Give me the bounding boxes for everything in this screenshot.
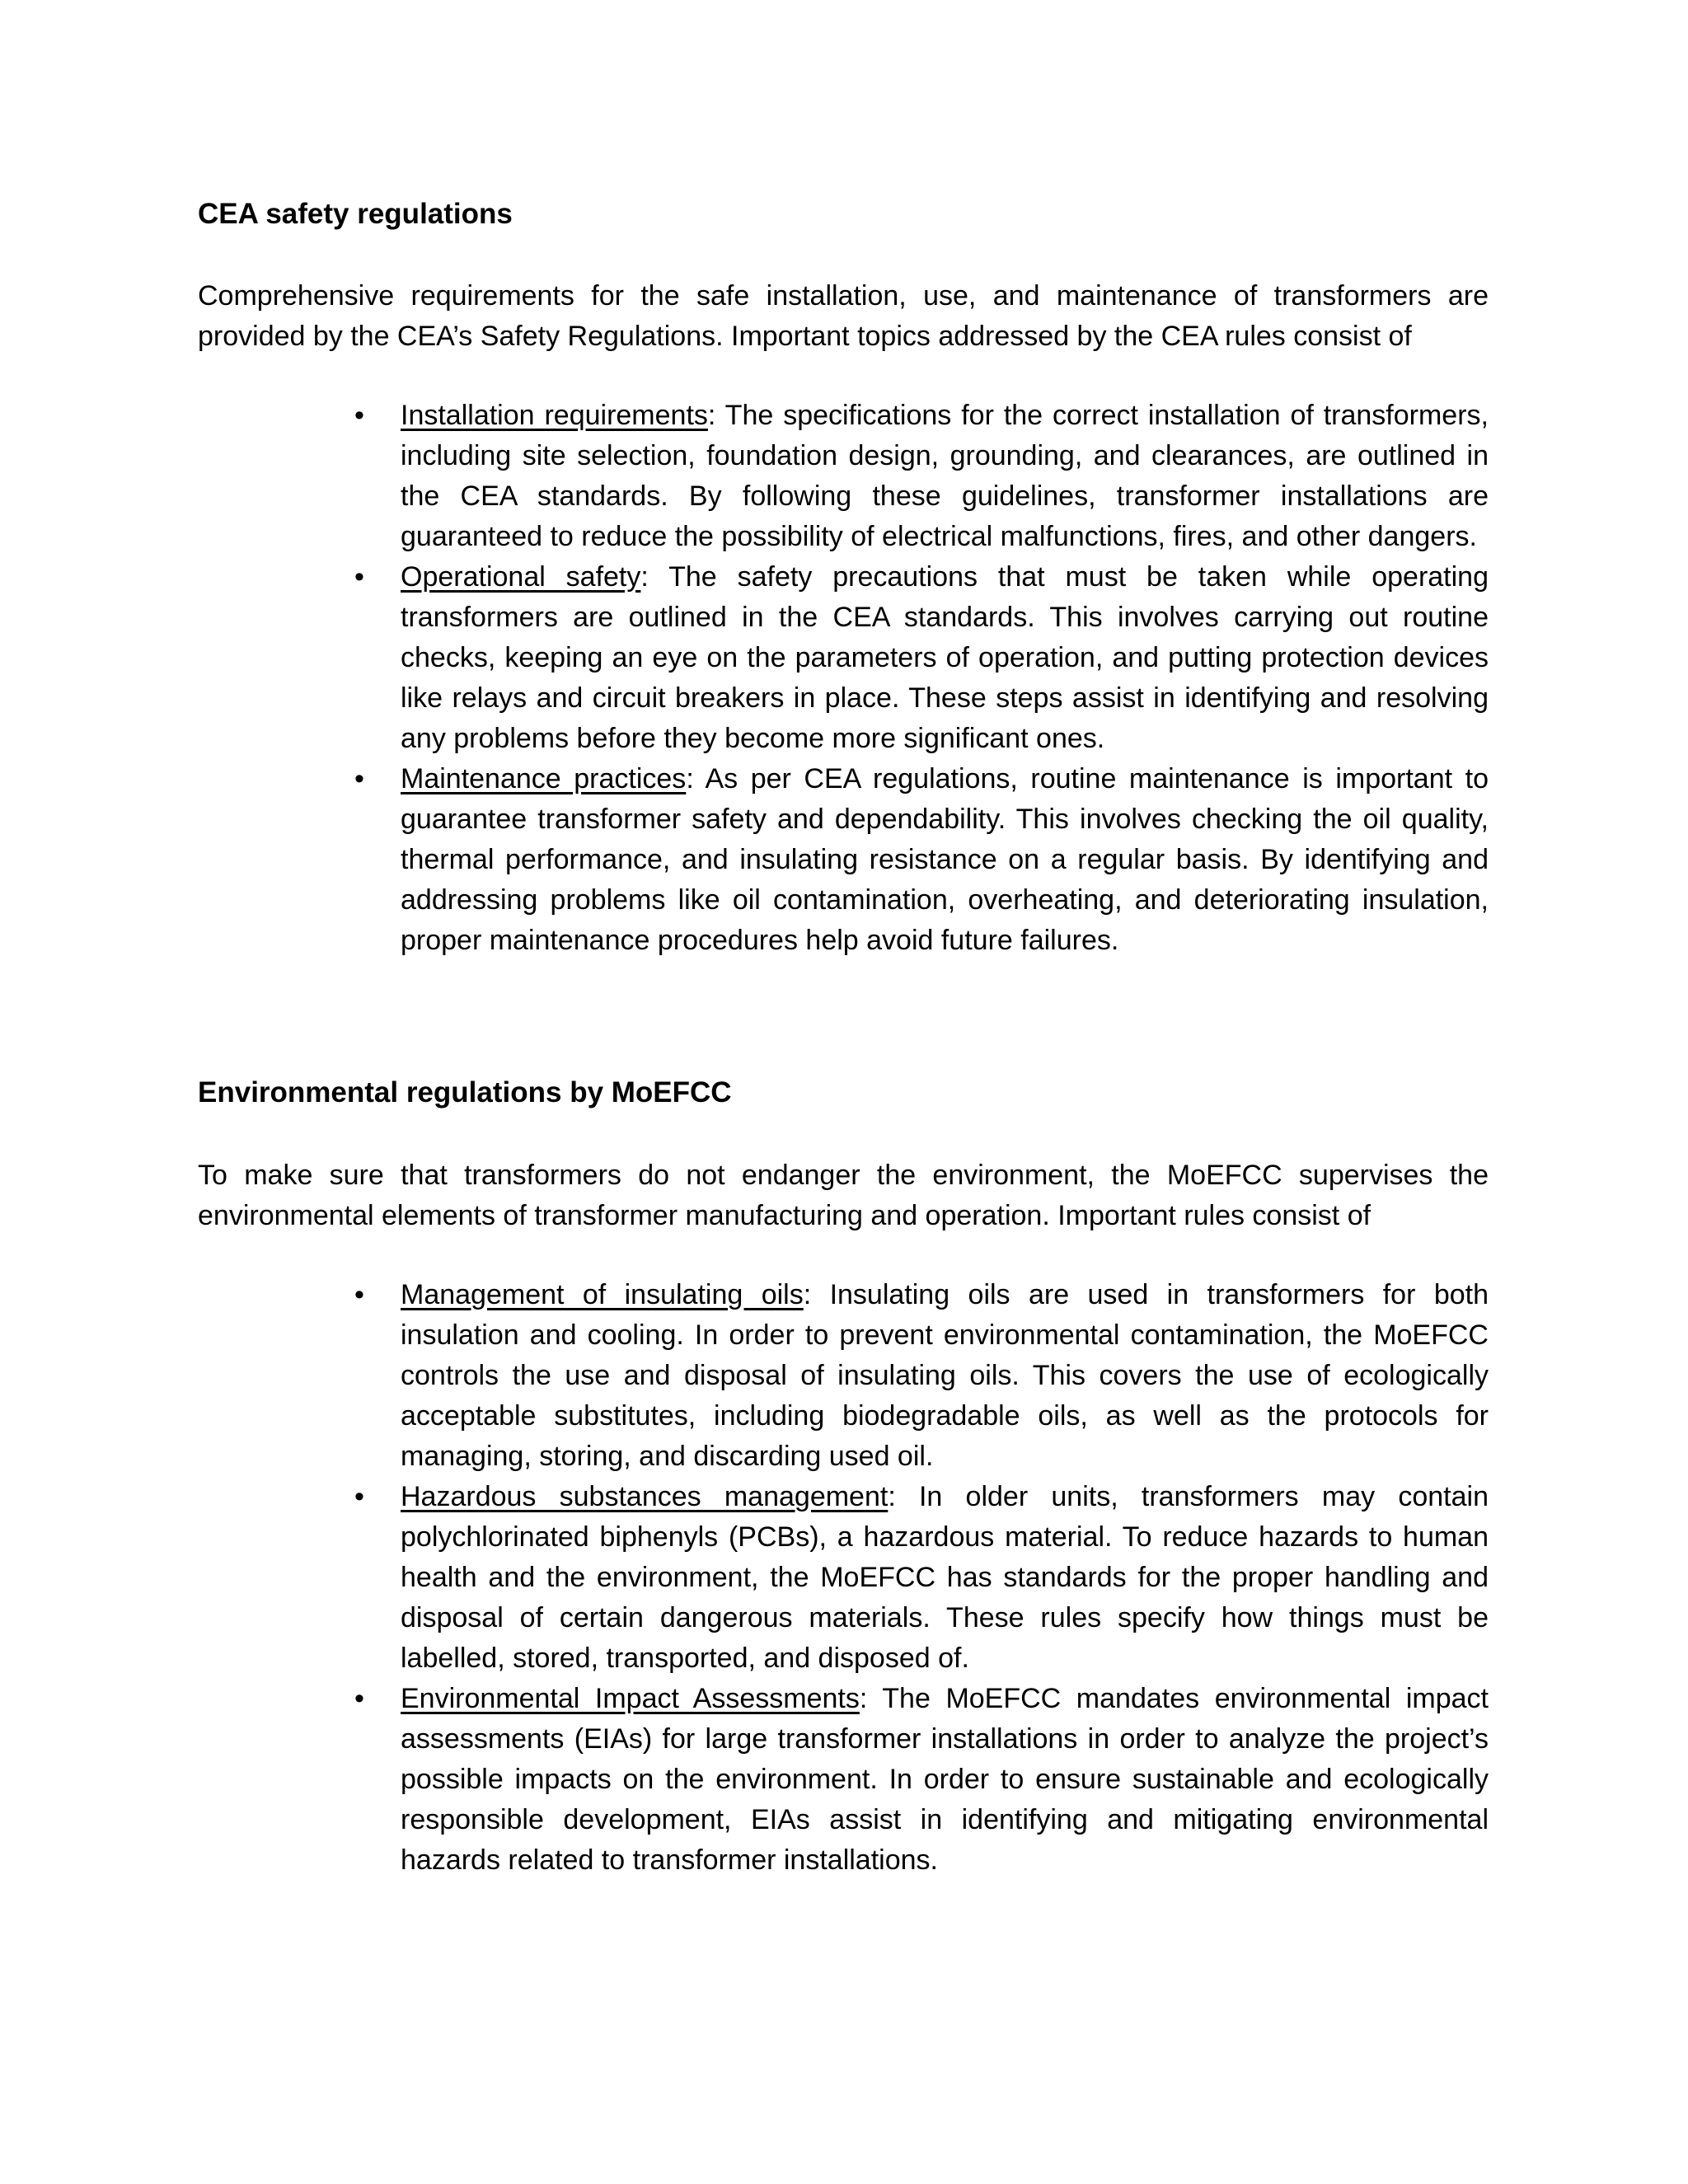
item-term: Environmental Impact Assessments xyxy=(401,1683,860,1714)
item-text: Insulating oils are used in transformers for both insulation and cooling. In order to prevent environmental contamination, the MoEFCC controls the use and disposal of insulating oils. This covers the use of ecologically acceptable substitutes, including biodegradable oils, as well as the protocols for managing, storing, and discarding used oil. xyxy=(401,1279,1489,1472)
item-separator: : xyxy=(803,1279,812,1310)
item-text: As per CEA regulations, routine maintenance is important to guarantee transformer safety and dependability. This involves checking the oil quality, thermal performance, and insulating resistance on a regular basis. By identifying and addressing problems like oil contamination, overheating, and deteriorating insulation, proper maintenance procedures help avoid future failures. xyxy=(401,763,1489,956)
list-item xyxy=(198,1275,1489,1477)
item-separator: : xyxy=(888,1481,896,1512)
item-separator: : xyxy=(686,763,694,794)
item-separator: : xyxy=(707,400,716,431)
item-separator: : xyxy=(859,1683,868,1714)
bullet-icon: • xyxy=(354,1683,364,1714)
bullet-icon: • xyxy=(354,400,364,431)
bullet-icon: • xyxy=(354,763,364,794)
item-term: Hazardous substances management xyxy=(401,1481,889,1512)
list-item xyxy=(198,1679,1489,1881)
list-item xyxy=(198,1477,1489,1679)
item-separator: : xyxy=(640,561,649,593)
intro-paragraph-moefcc: To make sure that transformers do not endanger the environment, the MoEFCC supervises the environmental elements of transformer manufacturing and operation. Important rules consist of xyxy=(198,1160,1489,1231)
section-heading-cea: CEA safety regulations xyxy=(198,198,513,230)
item-text: In older units, transformers may contain polychlorinated biphenyls (PCBs), a hazardous material. To reduce hazards to human health and the environment, the MoEFCC has standards for the proper handling and disposal of certain dangerous materials. These rules specify how things must be labelled, stored, transported, and disposed of. xyxy=(401,1481,1489,1674)
item-term: Maintenance practices xyxy=(401,763,687,794)
bullet-icon: • xyxy=(354,1481,364,1512)
item-text: The safety precautions that must be taken while operating transformers are outlined in the CEA standards. This involves carrying out routine checks, keeping an eye on the parameters of operation, and putting protection devices like relays and circuit breakers in place. These steps assist in identifying and resolving any problems before they become more significant ones. xyxy=(401,561,1489,754)
item-term: Installation requirements xyxy=(401,400,708,431)
item-text: The MoEFCC mandates environmental impact assessments (EIAs) for large transformer installations in order to analyze the project’s possible impacts on the environment. In order to ensure sustainable and ecologically responsible development, EIAs assist in identifying and mitigating environmental hazards related to transformer installations. xyxy=(401,1683,1489,1876)
item-term: Management of insulating oils xyxy=(401,1279,804,1310)
intro-paragraph-cea: Comprehensive requirements for the safe installation, use, and maintenance of transformers are provided by the CEA’s Safety Regulations. Important topics addressed by the CEA rules consist of xyxy=(198,280,1489,352)
cea-regulations-list xyxy=(198,396,1489,961)
moefcc-regulations-list xyxy=(198,1275,1489,1881)
bullet-icon: • xyxy=(354,561,364,593)
item-text: The specifications for the correct installation of transformers, including site selection, foundation design, grounding, and clearances, are outlined in the CEA standards. By following these guidelines, transformer installations are guaranteed to reduce the possibility of electrical malfunctions, fires, and other dangers. xyxy=(401,400,1489,552)
list-item xyxy=(198,759,1489,961)
list-item xyxy=(198,396,1489,557)
list-item xyxy=(198,557,1489,759)
bullet-icon: • xyxy=(354,1279,364,1310)
item-term: Operational safety xyxy=(401,561,641,593)
section-heading-moefcc: Environmental regulations by MoEFCC xyxy=(198,1076,732,1108)
